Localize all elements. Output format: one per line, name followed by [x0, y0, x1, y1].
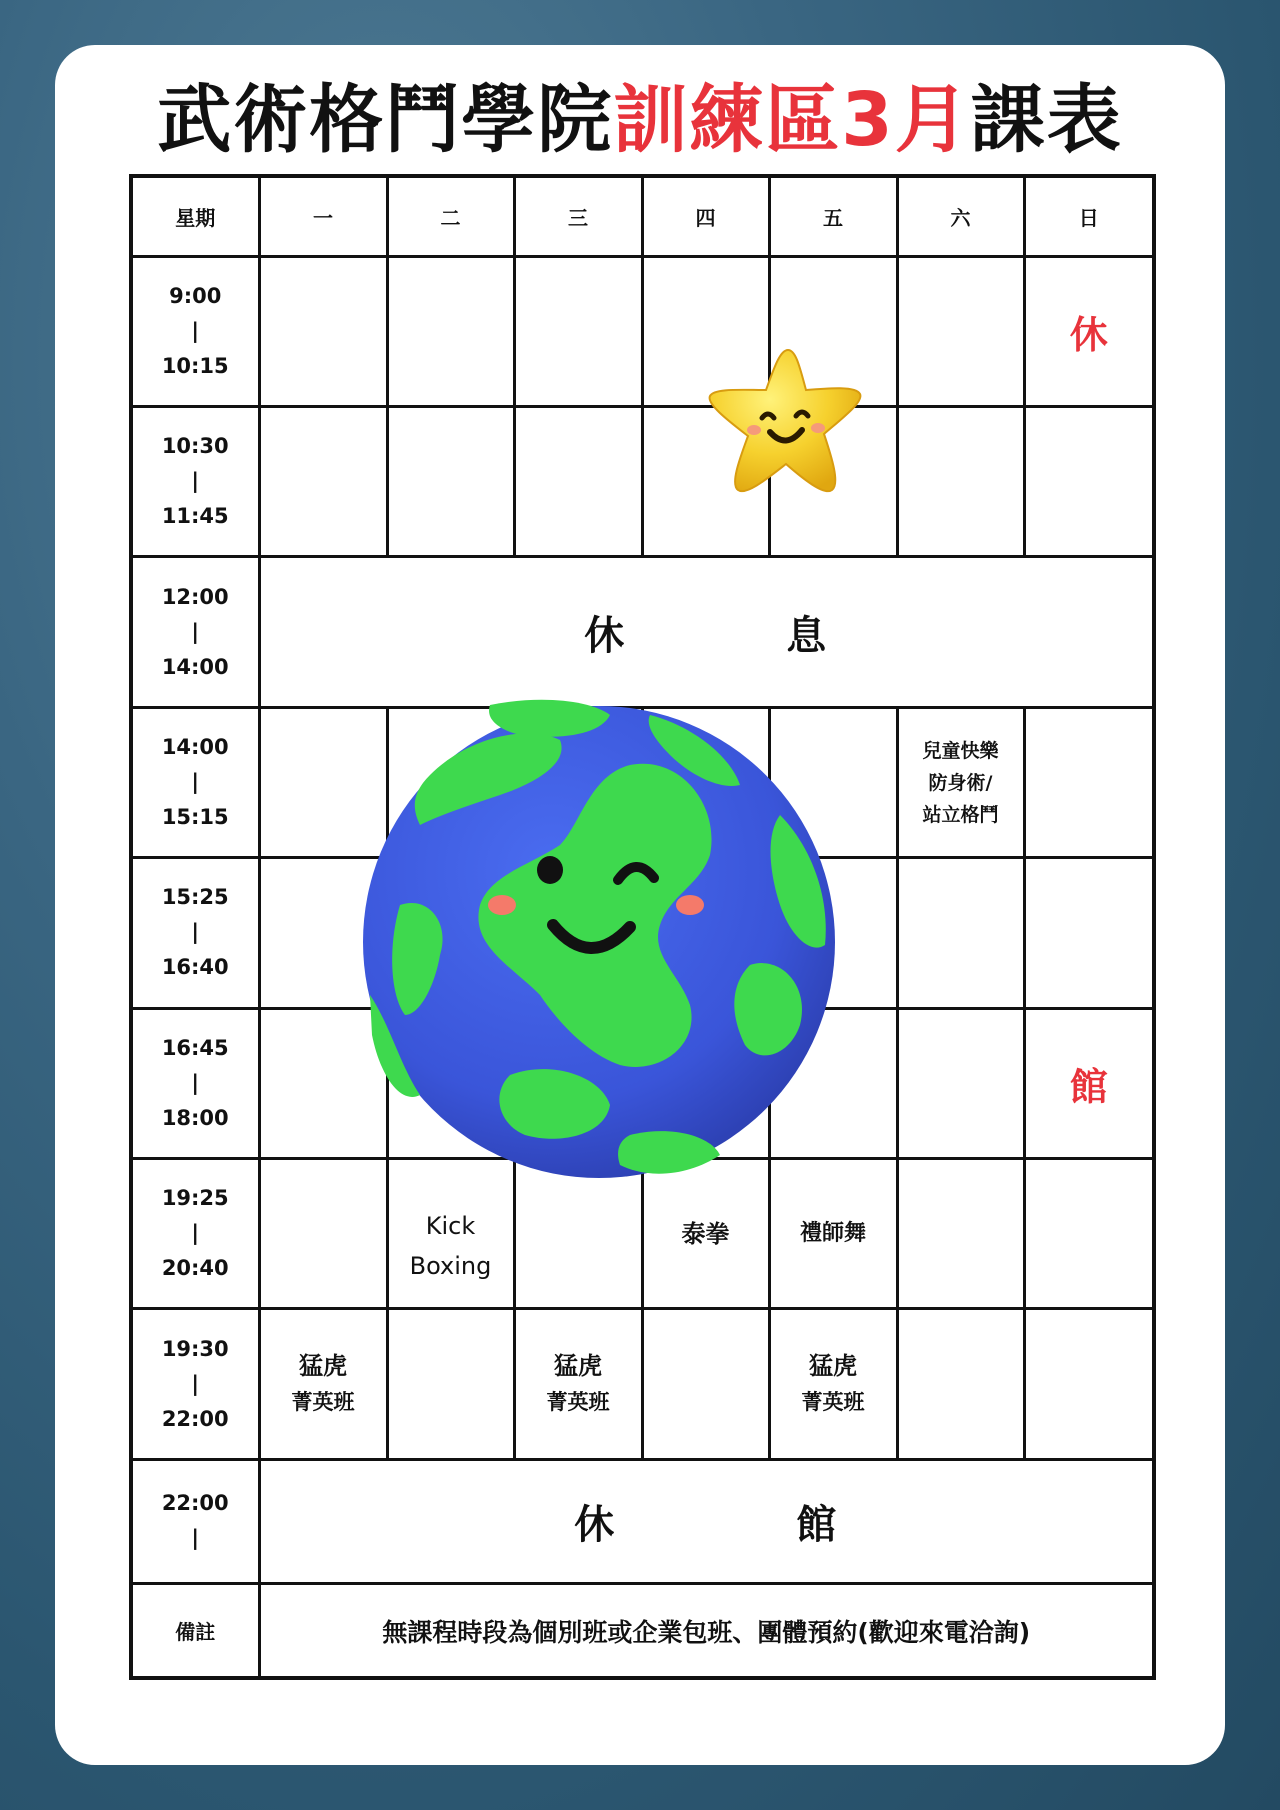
time-slot: 14:00 | 15:15: [131, 707, 259, 857]
time-slot: 9:00 | 10:15: [131, 256, 259, 406]
day-header-fri: 五: [769, 176, 897, 256]
day-header-sun: 日: [1024, 176, 1154, 256]
class-tiger-elite: 猛虎 菁英班: [514, 1309, 642, 1459]
header-row: [131, 176, 1154, 256]
schedule-cell: [514, 256, 642, 406]
table-row: [131, 557, 1154, 707]
table-row: [131, 1459, 1154, 1583]
time-slot: 12:00 | 14:00: [131, 557, 259, 707]
schedule-cell: [1024, 1159, 1154, 1309]
schedule-cell: [897, 407, 1024, 557]
time-slot: 16:45 | 18:00: [131, 1008, 259, 1158]
schedule-cell: [897, 256, 1024, 406]
schedule-cell: [514, 407, 642, 557]
schedule-cell: [642, 1309, 769, 1459]
class-lion-dance: 禮師舞: [769, 1159, 897, 1309]
day-header-thu: 四: [642, 176, 769, 256]
time-slot: 10:30 | 11:45: [131, 407, 259, 557]
class-tiger-elite: 猛虎 菁英班: [259, 1309, 387, 1459]
day-header-mon: 一: [259, 176, 387, 256]
class-kids-self-defense: 兒童快樂 防身術/ 站立格鬥: [897, 707, 1024, 857]
class-muay-thai: 泰拳: [642, 1159, 769, 1309]
remark-text: 無課程時段為個別班或企業包班、團體預約(歡迎來電洽詢): [259, 1584, 1154, 1678]
sunday-closed-label-2: 館: [1024, 1008, 1154, 1158]
schedule-cell: [1024, 707, 1154, 857]
star-emoji-icon: [690, 338, 880, 528]
day-header-sat: 六: [897, 176, 1024, 256]
sunday-closed-label-1: 休: [1024, 256, 1154, 406]
schedule-cell: [387, 256, 514, 406]
remark-label: 備註: [131, 1584, 259, 1678]
day-header-tue: 二: [387, 176, 514, 256]
time-slot: 19:25 | 20:40: [131, 1159, 259, 1309]
schedule-cell: [1024, 1309, 1154, 1459]
class-kickboxing: Kick Boxing: [387, 1159, 514, 1309]
day-header-wed: 三: [514, 176, 642, 256]
schedule-cell: [1024, 858, 1154, 1008]
table-row: [131, 407, 1154, 557]
class-tiger-elite: 猛虎 菁英班: [769, 1309, 897, 1459]
globe-emoji-icon: [360, 695, 838, 1189]
schedule-cell: [1024, 407, 1154, 557]
schedule-cell: [387, 407, 514, 557]
weekday-header-label: 星期: [131, 176, 259, 256]
schedule-cell: [897, 1309, 1024, 1459]
table-row: [131, 256, 1154, 406]
remark-row: [131, 1584, 1154, 1678]
table-row: [131, 1309, 1154, 1459]
time-slot: 19:30 | 22:00: [131, 1309, 259, 1459]
lunch-break-banner: 休 息: [259, 557, 1154, 707]
schedule-cell: [387, 1309, 514, 1459]
schedule-cell: [897, 858, 1024, 1008]
schedule-cell: [897, 1008, 1024, 1158]
time-slot: 15:25 | 16:40: [131, 858, 259, 1008]
page-title: 武術格鬥學院訓練區3月課表: [157, 77, 1123, 163]
time-slot: 22:00 |: [131, 1459, 259, 1583]
schedule-cell: [259, 256, 387, 406]
closing-banner: 休 館: [259, 1459, 1154, 1583]
schedule-cell: [897, 1159, 1024, 1309]
schedule-cell: [259, 407, 387, 557]
